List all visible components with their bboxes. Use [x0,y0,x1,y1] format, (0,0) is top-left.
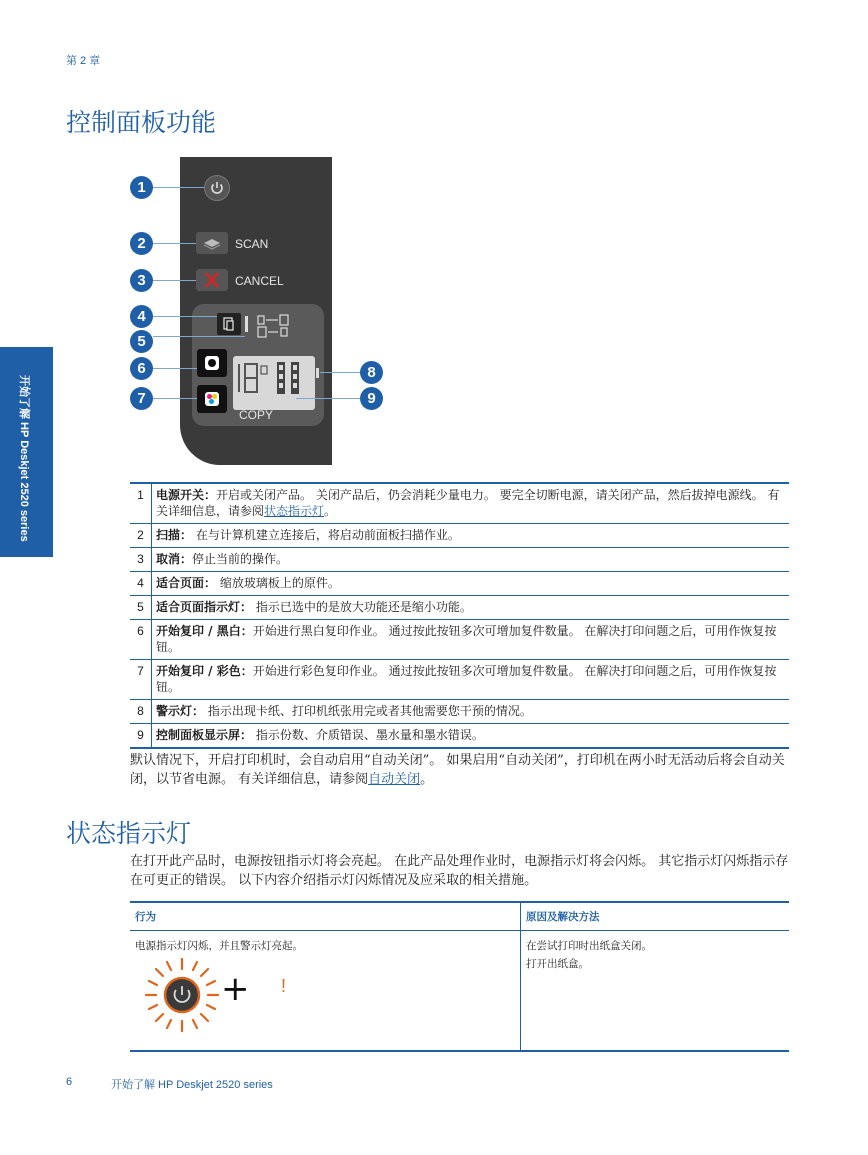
row-number: 5 [130,596,152,620]
alert-light [316,368,319,378]
row-number: 2 [130,524,152,548]
callout-5: 5 [130,330,153,353]
auto-off-text: 默认情况下，开启打印机时，会自动启用“自动关闭”。 如果启用“自动关闭”，打印机在两小时无活动后将会自动关闭，以节省电源。 有关详细信息，请参阅 [130,753,785,787]
table-row [130,572,789,596]
punct: 。 [324,504,337,518]
row-description [152,620,790,660]
punct: 。 [420,772,434,787]
feature-name: 控制面板显示屏： [156,728,253,742]
feature-name: 扫描： [156,528,193,542]
status-lights-table [130,901,789,1052]
table-row [130,700,789,724]
cancel-button [196,269,228,291]
display-segments-icon [233,356,315,410]
blinking-power-icon [141,955,223,1035]
row-number: 1 [130,483,152,524]
fit-to-page-button [217,313,241,335]
start-copy-black-button [197,349,227,377]
table-row [130,548,789,572]
callout-line [153,368,197,369]
control-panel-features-table [130,482,789,749]
start-copy-color-button [197,385,227,413]
callout-6: 6 [130,357,153,380]
row-description [152,548,790,572]
feature-desc: 指示份数、介质错误、墨水量和墨水错误。 [252,728,484,742]
indicator-illustration [135,955,515,1035]
table-row [130,660,789,700]
plus-sign: + [221,969,250,1009]
feature-name: 开始复印 / 彩色： [156,664,253,678]
fit-size-icon [256,314,292,338]
row-description [152,660,790,700]
row-description [152,524,790,548]
feature-name: 取消： [156,552,193,566]
row-number: 4 [130,572,152,596]
row-description [152,483,790,524]
feature-desc: 开始进行黑白复印作业。 通过按此按钮多次可增加复件数量。 在解决打印问题之后，可用作恢复按钮。 [156,624,777,654]
status-intro: 在打开此产品时，电源按钮指示灯将会亮起。 在此产品处理作业时，电源指示灯将会闪烁。 其它指示灯闪烁指示存在可更正的错误。 以下内容介绍指示灯闪烁情况及应采取的相关措施。 [130,854,789,888]
callout-line [153,398,197,399]
table-row [130,524,789,548]
row-number: 9 [130,724,152,749]
row-description [152,572,790,596]
auto-off-link[interactable]: 自动关闭 [368,772,421,787]
section-title-status-lights: 状态指示灯 [66,819,192,848]
callout-line [153,280,196,281]
footer-title: 开始了解 HP Deskjet 2520 series [111,1079,273,1091]
power-button [204,175,230,201]
solution-cell [521,931,790,1052]
callout-line [153,316,217,317]
feature-name: 开始复印 / 黑白： [156,624,253,638]
fit-to-page-icon [217,313,241,335]
row-number: 6 [130,620,152,660]
scan-icon [196,232,228,254]
scan-button [196,232,228,254]
control-panel-display [233,356,315,410]
black-copy-icon [205,356,219,370]
cause-text: 在尝试打印时出纸盒关闭。 [526,940,652,952]
table-row [130,620,789,660]
row-description [152,700,790,724]
feature-name: 适合页面： [156,576,217,590]
table-header-row [130,902,789,931]
callout-9: 9 [360,387,383,410]
scan-label: SCAN [235,237,269,251]
copy-label: COPY [239,408,274,422]
behavior-text: 电源指示灯闪烁，并且警示灯亮起。 [135,940,303,952]
callout-line [296,398,360,399]
callout-line [153,336,245,337]
section-title-control-panel: 控制面板功能 [66,108,217,137]
row-number: 3 [130,548,152,572]
auto-off-paragraph [130,751,790,789]
callout-8: 8 [360,361,383,384]
cancel-icon [196,269,228,291]
callout-line [320,372,360,373]
feature-desc: 缩放玻璃板上的原件。 [216,576,340,590]
fit-indicator-light [245,316,248,332]
callout-line [153,243,196,244]
table-row [130,931,789,1052]
callout-2: 2 [130,232,153,255]
feature-name: 电源开关： [156,488,217,502]
feature-desc: 在与计算机建立连接后，将启动前面板扫描作业。 [192,528,460,542]
feature-name: 适合页面指示灯： [156,600,253,614]
side-tab [0,347,53,557]
solution-text: 打开出纸盒。 [526,958,589,970]
color-copy-icon [205,392,219,406]
feature-name: 警示灯： [156,704,205,718]
page-number: 6 [66,1076,73,1088]
row-description [152,724,790,749]
alert-icon: ! [281,976,287,996]
callout-4: 4 [130,305,153,328]
table-row [130,596,789,620]
feature-desc: 指示出现卡纸、打印机纸张用完或者其他需要您干预的情况。 [204,704,532,718]
side-tab-label: 开始了解 HP Deskjet 2520 series [18,375,30,542]
callout-1: 1 [130,176,153,199]
row-number: 8 [130,700,152,724]
behavior-cell [130,931,521,1052]
row-number: 7 [130,660,152,700]
col-header-solution: 原因及解决方法 [521,902,790,931]
row-description [152,596,790,620]
feature-desc: 开启或关闭产品。 关闭产品后，仍会消耗少量电力。 要完全切断电源，请关闭产品，然后拔掉电源线。 有关详细信息，请参阅 [156,488,780,518]
callout-line [153,187,204,188]
callout-7: 7 [130,387,153,410]
feature-desc: 停止当前的操作。 [192,552,289,566]
chapter-label: 第 2 章 [66,55,101,67]
table-row [130,724,789,749]
col-header-behavior: 行为 [130,902,521,931]
power-icon [205,176,229,200]
table-row [130,483,789,524]
feature-desc: 开始进行彩色复印作业。 通过按此按钮多次可增加复件数量。 在解决打印问题之后，可用作恢复按钮。 [156,664,777,694]
feature-desc: 指示已选中的是放大功能还是缩小功能。 [252,600,472,614]
status-lights-link[interactable]: 状态指示灯 [264,504,325,518]
cancel-label: CANCEL [235,274,284,288]
callout-3: 3 [130,269,153,292]
